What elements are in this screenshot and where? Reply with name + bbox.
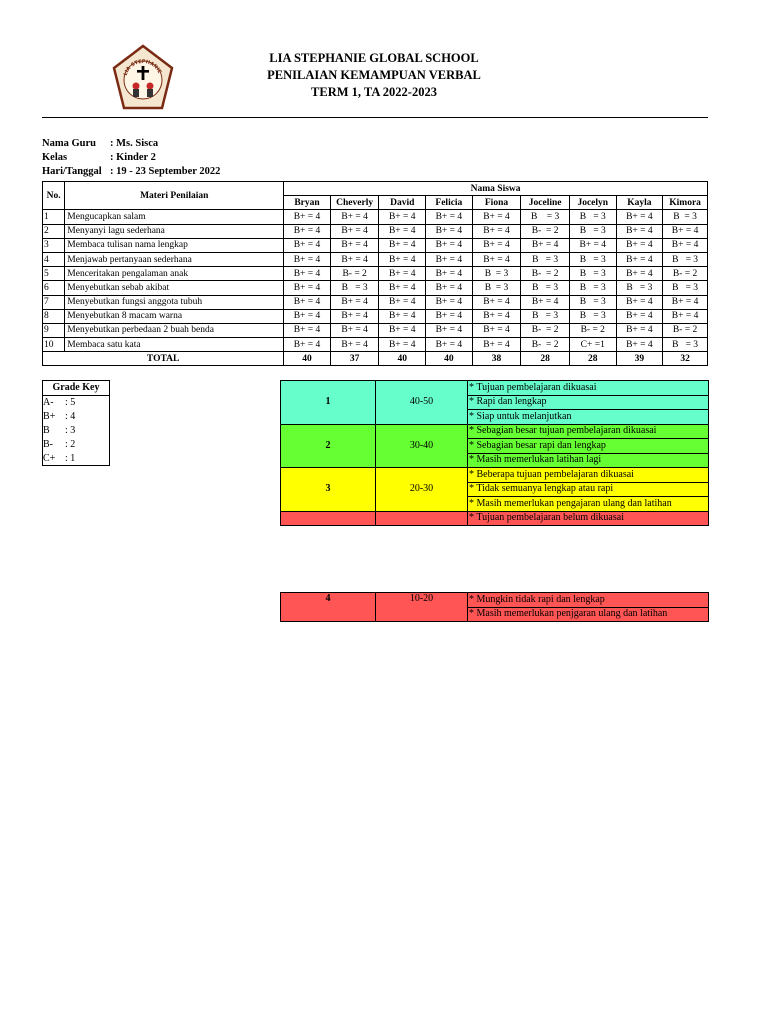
grade-cell: B+ = 4 — [379, 238, 426, 252]
class-info — [42, 152, 156, 163]
grade-cell: B = 3 — [663, 252, 708, 266]
grade-cell: B+ = 4 — [379, 267, 426, 281]
materi-cell: Menyebutkan perbedaan 2 buah benda — [65, 323, 284, 337]
grade-cell: B = 3 — [663, 338, 708, 352]
grade-cell: B+ = 4 — [426, 323, 473, 337]
grade-cell: B = 3 — [521, 309, 570, 323]
grade-cell: B+ = 4 — [472, 295, 521, 309]
grade-cell: B+ = 4 — [426, 281, 473, 295]
grade-cell: B+ = 4 — [379, 210, 426, 224]
grade-cell: B- = 2 — [663, 267, 708, 281]
grade-cell: B+ = 4 — [284, 281, 331, 295]
total-cell: 37 — [330, 352, 379, 366]
grade-cell: B = 3 — [521, 281, 570, 295]
no-header: No. — [43, 182, 65, 210]
grade-cell: B+ = 4 — [426, 309, 473, 323]
level-4-desc: * Mungkin tidak rapi dan lengkap — [468, 593, 709, 608]
level-1-desc: * Rapi dan lengkap — [468, 395, 709, 410]
students-header: Nama Siswa — [284, 182, 708, 196]
grade-cell: B = 3 — [569, 267, 616, 281]
total-cell: 40 — [426, 352, 473, 366]
range-4: 10-20 — [376, 593, 468, 622]
row-number: 4 — [43, 252, 65, 266]
grade-cell: B- = 2 — [663, 323, 708, 337]
grade-key-row — [43, 410, 109, 424]
grade-cell: B+ = 4 — [616, 338, 663, 352]
level-4-desc: * Tujuan pembelajaran belum dikuasai — [468, 511, 709, 526]
grade-cell: B+ = 4 — [616, 224, 663, 238]
row-number: 9 — [43, 323, 65, 337]
level-1-desc: * Siap untuk melanjutkan — [468, 410, 709, 425]
grade-cell: B+ = 4 — [663, 238, 708, 252]
grade-cell: B = 3 — [569, 224, 616, 238]
grade-cell: B+ = 4 — [284, 267, 331, 281]
student-name: Kimora — [663, 196, 708, 210]
grade-cell: B+ = 4 — [379, 295, 426, 309]
grade-cell: B = 3 — [616, 281, 663, 295]
level-legend — [280, 380, 709, 526]
grade-cell: B = 3 — [663, 210, 708, 224]
grade-cell: B+ = 4 — [616, 309, 663, 323]
grade-cell: B = 3 — [472, 281, 521, 295]
grade-cell: B+ = 4 — [616, 252, 663, 266]
level-4: 4 — [281, 593, 376, 622]
grade-key-grade: A- — [43, 397, 54, 408]
grade-cell: B+ = 4 — [330, 252, 379, 266]
level-3-desc: * Beberapa tujuan pembelajaran dikuasai — [468, 468, 709, 483]
level-3-desc: * Masih memerlukan pengajaran ulang dan latihan — [468, 497, 709, 512]
class-value: : Kinder 2 — [110, 152, 156, 163]
grade-cell: B+ = 4 — [379, 252, 426, 266]
grade-key-value: : 2 — [65, 439, 76, 450]
grade-cell: B+ = 4 — [426, 210, 473, 224]
row-number: 8 — [43, 309, 65, 323]
range-2: 30-40 — [376, 424, 468, 468]
grade-cell: B+ = 4 — [284, 238, 331, 252]
grade-cell: B+ = 4 — [616, 210, 663, 224]
grade-cell: B+ = 4 — [330, 224, 379, 238]
level-2-desc: * Sebagian besar tujuan pembelajaran dikuasai — [468, 424, 709, 439]
total-cell: 28 — [521, 352, 570, 366]
student-name: Cheverly — [330, 196, 379, 210]
grade-key-value: : 1 — [65, 453, 76, 464]
total-cell: 28 — [569, 352, 616, 366]
grade-key-value: : 4 — [65, 411, 76, 422]
total-cell: 32 — [663, 352, 708, 366]
grade-cell: B+ = 4 — [426, 238, 473, 252]
grade-cell: B+ = 4 — [472, 309, 521, 323]
materi-cell: Menyebutkan sebab akibat — [65, 281, 284, 295]
grade-cell: B+ = 4 — [521, 295, 570, 309]
grade-cell: B+ = 4 — [284, 224, 331, 238]
grade-cell: B+ = 4 — [663, 309, 708, 323]
grade-key-value: : 3 — [65, 425, 76, 436]
report-title: PENILAIAN KEMAMPUAN VERBAL — [267, 68, 481, 82]
date-value: : 19 - 23 September 2022 — [110, 166, 221, 177]
grade-cell: B+ = 4 — [330, 238, 379, 252]
level-4-desc: * Masih memerlukan penjgaran ulang dan latihan — [468, 607, 709, 622]
date-label: Hari/Tanggal — [42, 166, 102, 177]
date-info — [42, 166, 220, 177]
total-row — [43, 352, 708, 366]
grade-cell: B+ = 4 — [284, 295, 331, 309]
student-name: Bryan — [284, 196, 331, 210]
grade-cell: B- = 2 — [569, 323, 616, 337]
grade-cell: B = 3 — [569, 210, 616, 224]
grade-cell: B+ = 4 — [284, 323, 331, 337]
grade-key-value: : 5 — [65, 397, 76, 408]
grade-key-row — [43, 438, 109, 452]
table-row — [43, 281, 708, 295]
logo-text: LIA STEPHANIE — [122, 58, 163, 77]
level-2-desc: * Masih memerlukan latihan lagi — [468, 453, 709, 468]
materi-cell: Menjawab pertanyaan sederhana — [65, 252, 284, 266]
row-number: 1 — [43, 210, 65, 224]
grade-cell: B+ = 4 — [284, 252, 331, 266]
grade-cell: B = 3 — [569, 295, 616, 309]
student-name: Kayla — [616, 196, 663, 210]
level-4-cell — [281, 511, 376, 526]
table-row — [43, 323, 708, 337]
range-1: 40-50 — [376, 381, 468, 425]
grade-cell: B+ = 4 — [284, 309, 331, 323]
grade-cell: B- = 2 — [521, 323, 570, 337]
table-row — [43, 309, 708, 323]
grade-cell: B+ = 4 — [521, 238, 570, 252]
grade-key-grade: B — [43, 425, 50, 436]
grade-cell: B = 3 — [521, 210, 570, 224]
grade-cell: B+ = 4 — [472, 224, 521, 238]
level-3: 3 — [281, 468, 376, 512]
grade-cell: B+ = 4 — [472, 238, 521, 252]
grade-cell: B+ = 4 — [472, 338, 521, 352]
grade-cell: B+ = 4 — [379, 338, 426, 352]
grade-key-grade: C+ — [43, 453, 56, 464]
level-2-desc: * Sebagian besar rapi dan lengkap — [468, 439, 709, 454]
grade-key-row — [43, 396, 109, 410]
row-number: 7 — [43, 295, 65, 309]
table-row — [43, 252, 708, 266]
range-4-cell — [376, 511, 468, 526]
teacher-value: : Ms. Sisca — [110, 138, 159, 149]
teacher-info — [42, 138, 158, 149]
student-name: Jocelyn — [569, 196, 616, 210]
grade-cell: B+ = 4 — [426, 338, 473, 352]
grade-cell: B+ = 4 — [330, 309, 379, 323]
materi-cell: Mengucapkan salam — [65, 210, 284, 224]
table-row — [43, 224, 708, 238]
level-2: 2 — [281, 424, 376, 468]
grade-cell: C+ =1 — [569, 338, 616, 352]
student-name: Fiona — [472, 196, 521, 210]
row-number: 2 — [43, 224, 65, 238]
grade-cell: B+ = 4 — [426, 267, 473, 281]
teacher-label: Nama Guru — [42, 138, 96, 149]
school-name: LIA STEPHANIE GLOBAL SCHOOL — [269, 51, 479, 65]
grade-cell: B+ = 4 — [569, 238, 616, 252]
grade-cell: B+ = 4 — [330, 338, 379, 352]
grade-cell: B+ = 4 — [379, 323, 426, 337]
table-row — [43, 238, 708, 252]
grade-cell: B+ = 4 — [616, 238, 663, 252]
table-row — [43, 338, 708, 352]
grade-cell: B = 3 — [569, 309, 616, 323]
level-legend-4 — [280, 592, 709, 622]
grade-cell: B+ = 4 — [616, 267, 663, 281]
total-label: TOTAL — [43, 352, 284, 366]
grade-cell: B+ = 4 — [379, 309, 426, 323]
level-3-desc: * Tidak semuanya lengkap atau rapi — [468, 482, 709, 497]
grade-cell: B+ = 4 — [284, 338, 331, 352]
level-1-desc: * Tujuan pembelajaran dikuasai — [468, 381, 709, 396]
row-number: 10 — [43, 338, 65, 352]
total-cell: 38 — [472, 352, 521, 366]
grade-cell: B+ = 4 — [284, 210, 331, 224]
student-name: David — [379, 196, 426, 210]
grade-key-title: Grade Key — [43, 381, 109, 396]
grade-cell: B = 3 — [521, 252, 570, 266]
grade-cell: B+ = 4 — [426, 252, 473, 266]
grade-key-grade: B- — [43, 439, 53, 450]
grade-cell: B- = 2 — [521, 224, 570, 238]
grade-cell: B+ = 4 — [426, 295, 473, 309]
grade-cell: B+ = 4 — [472, 210, 521, 224]
materi-cell: Menceritakan pengalaman anak — [65, 267, 284, 281]
table-row — [43, 295, 708, 309]
term-label: TERM 1, TA 2022-2023 — [311, 85, 437, 99]
grade-cell: B = 3 — [569, 281, 616, 295]
materi-cell: Menyebutkan 8 macam warna — [65, 309, 284, 323]
grade-cell: B- = 2 — [330, 267, 379, 281]
materi-cell: Membaca tulisan nama lengkap — [65, 238, 284, 252]
grade-cell: B+ = 4 — [379, 224, 426, 238]
grade-key-row — [43, 452, 109, 466]
grade-cell: B+ = 4 — [472, 323, 521, 337]
total-cell: 40 — [379, 352, 426, 366]
grade-key-row — [43, 424, 109, 438]
grade-key — [42, 380, 110, 466]
materi-header: Materi Penilaian — [65, 182, 284, 210]
materi-cell: Membaca satu kata — [65, 338, 284, 352]
grade-cell: B+ = 4 — [330, 210, 379, 224]
table-row — [43, 210, 708, 224]
grade-cell: B = 3 — [330, 281, 379, 295]
table-row — [43, 267, 708, 281]
grade-cell: B+ = 4 — [330, 295, 379, 309]
grade-cell: B+ = 4 — [426, 224, 473, 238]
row-number: 6 — [43, 281, 65, 295]
grade-cell: B = 3 — [663, 281, 708, 295]
grade-cell: B+ = 4 — [330, 323, 379, 337]
grade-cell: B- = 2 — [521, 267, 570, 281]
grade-cell: B- = 2 — [521, 338, 570, 352]
assessment-table — [42, 181, 708, 366]
materi-cell: Menyanyi lagu sederhana — [65, 224, 284, 238]
total-cell: 39 — [616, 352, 663, 366]
level-1: 1 — [281, 381, 376, 425]
range-3: 20-30 — [376, 468, 468, 512]
student-name: Joceline — [521, 196, 570, 210]
grade-cell: B+ = 4 — [663, 295, 708, 309]
grade-cell: B+ = 4 — [472, 252, 521, 266]
grade-cell: B+ = 4 — [616, 295, 663, 309]
row-number: 3 — [43, 238, 65, 252]
grade-key-grade: B+ — [43, 411, 56, 422]
materi-cell: Menyebutkan fungsi anggota tubuh — [65, 295, 284, 309]
row-number: 5 — [43, 267, 65, 281]
grade-cell: B = 3 — [472, 267, 521, 281]
student-name: Felicia — [426, 196, 473, 210]
grade-cell: B = 3 — [569, 252, 616, 266]
total-cell: 40 — [284, 352, 331, 366]
grade-cell: B+ = 4 — [616, 323, 663, 337]
class-label: Kelas — [42, 152, 68, 163]
grade-cell: B+ = 4 — [663, 224, 708, 238]
header-divider — [42, 117, 708, 118]
grade-cell: B+ = 4 — [379, 281, 426, 295]
